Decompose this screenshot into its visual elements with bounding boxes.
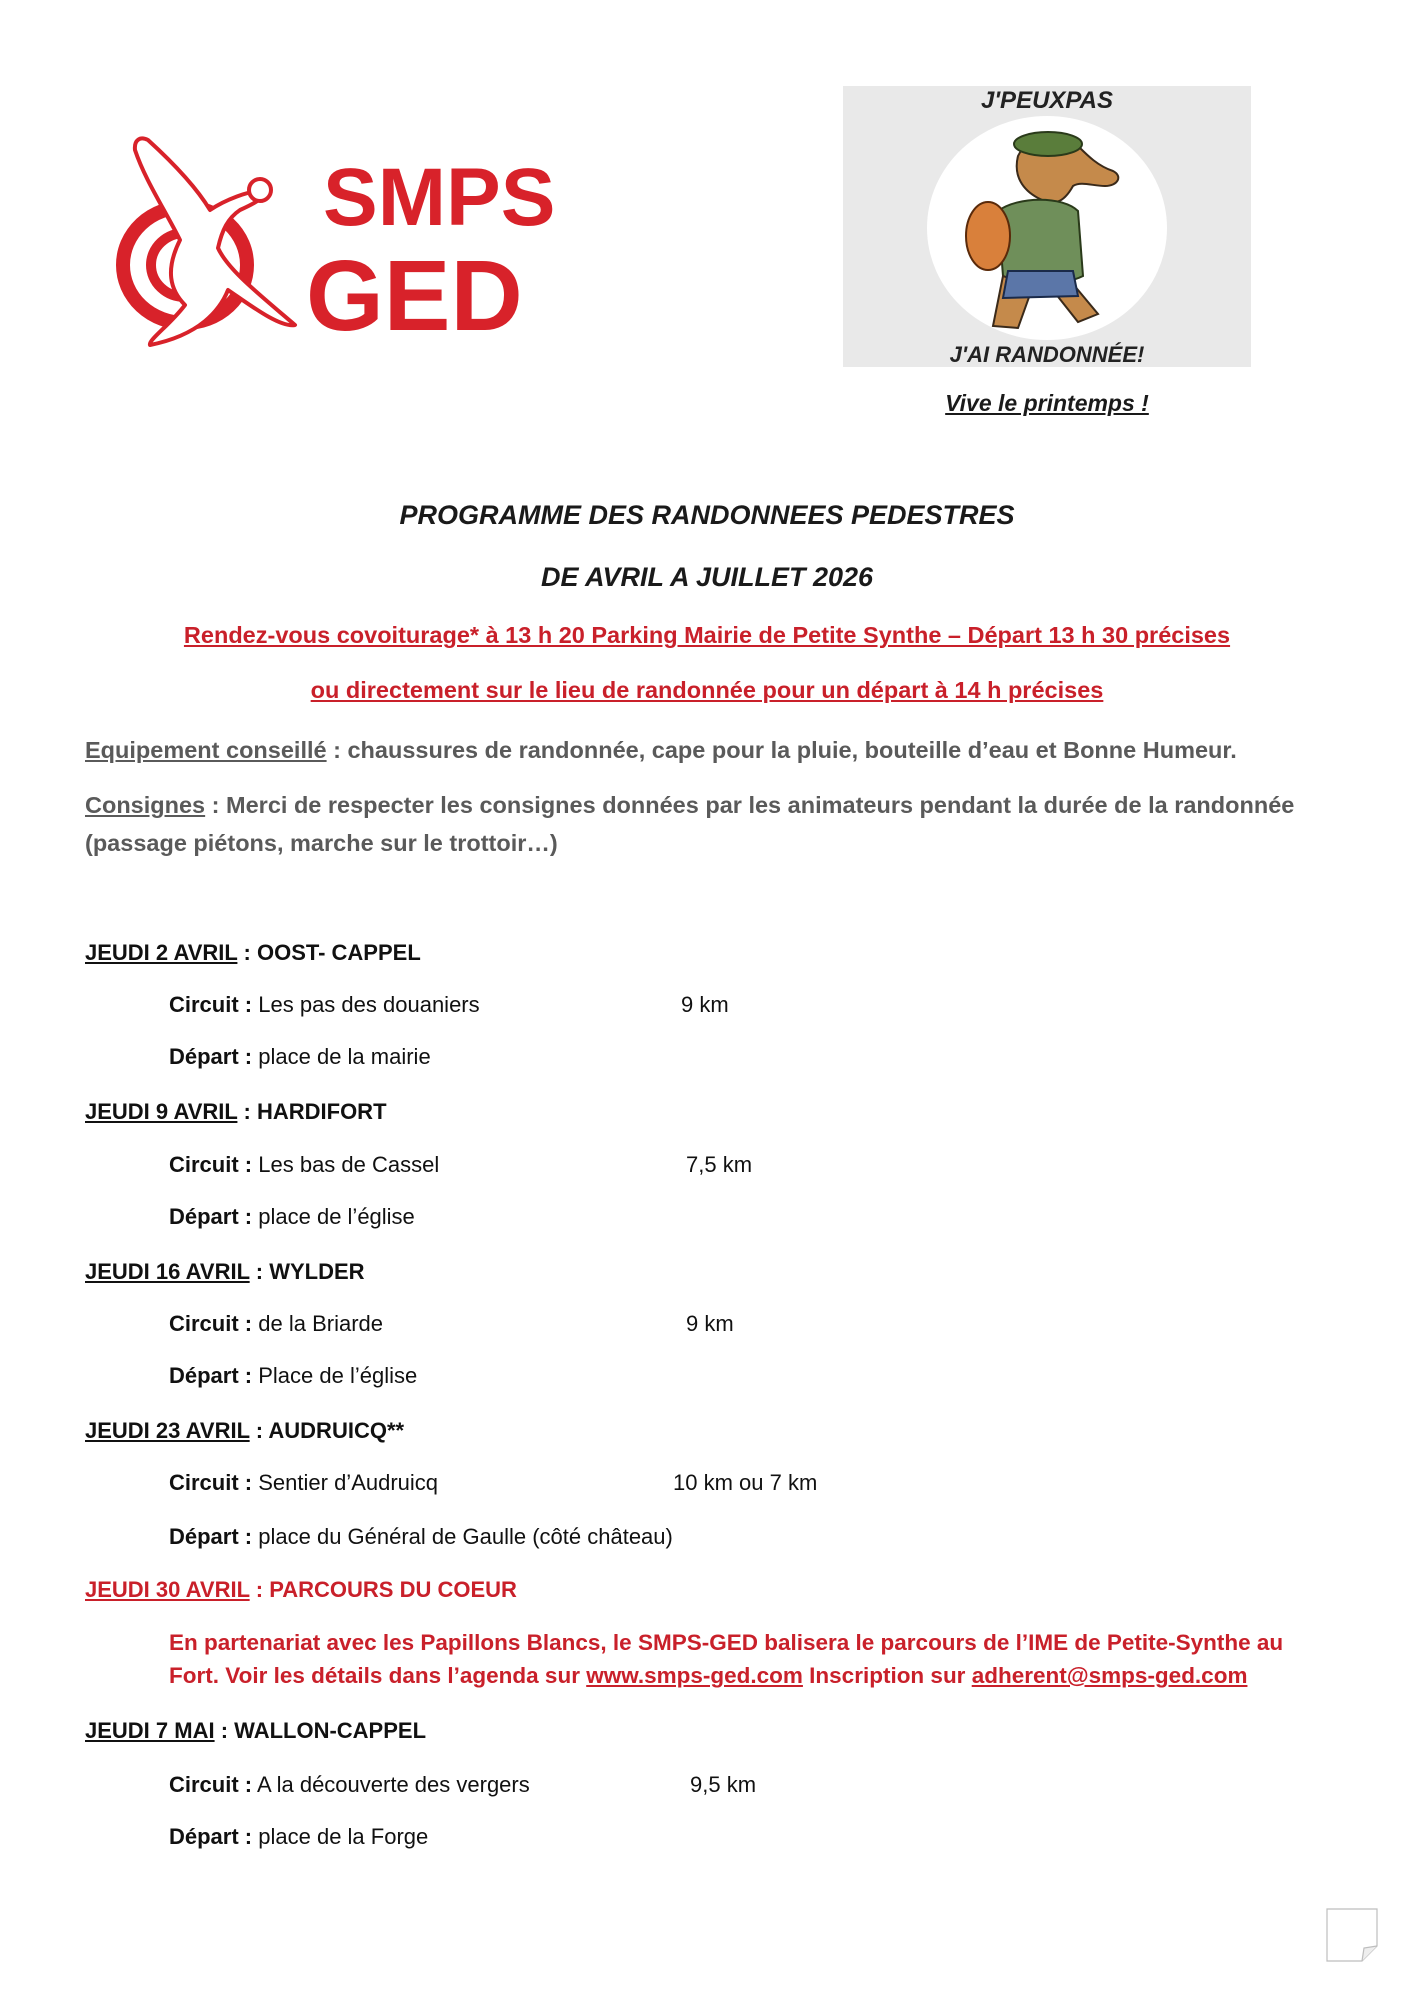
special-description (169, 1626, 1299, 1692)
depart-label: Départ : (169, 1204, 253, 1229)
title-line-2: DE AVRIL A JUILLET 2026 (540, 562, 874, 592)
meeting-line-1 (0, 622, 1414, 649)
circuit-name: Les pas des douaniers (258, 992, 480, 1017)
website-link[interactable]: www.smps-ged.com (586, 1663, 803, 1688)
equipment-text: : chaussures de randonnée, cape pour la pluie, bouteille d’eau et Bonne Humeur. (326, 737, 1237, 763)
hike-day (85, 1259, 365, 1285)
depart-place: place de la mairie (258, 1044, 431, 1069)
sticker-bottom-text: J'AI RANDONNÉE! (949, 342, 1145, 367)
instructions-text: : Merci de respecter les consignes données par les animateurs pendant la durée de la randonnée (passage piétons, marche sur le trottoir…) (85, 792, 1295, 856)
depart-label: Départ : (169, 1524, 253, 1549)
circuit-label: Circuit : (169, 992, 253, 1017)
instructions-label: Consignes (85, 792, 206, 818)
hike-depart (169, 1524, 673, 1550)
sticker-top-text: J'PEUXPAS (981, 87, 1113, 114)
hike-day (85, 940, 421, 966)
hike-distance: 10 km ou 7 km (673, 1470, 818, 1495)
hike-distance: 9 km (686, 1311, 734, 1336)
circuit-name: Sentier d’Audruicq (258, 1470, 439, 1495)
special-text-2: Inscription sur (802, 1663, 972, 1688)
hike-distance: 7,5 km (686, 1152, 753, 1177)
meeting-line-2-text: ou directement sur le lieu de randonnée pour un départ à 14 h précises (310, 677, 1104, 703)
depart-label: Départ : (169, 1363, 253, 1388)
hike-place: : AUDRUICQ** (249, 1418, 405, 1443)
hike-date: JEUDI 9 AVRIL (85, 1099, 238, 1124)
hike-day (85, 1718, 426, 1744)
circuit-label: Circuit : (169, 1470, 253, 1495)
hike-date: JEUDI 23 AVRIL (85, 1418, 250, 1443)
hike-day (85, 1418, 404, 1444)
circuit-name: Les bas de Cassel (258, 1152, 440, 1177)
special-place: : PARCOURS DU COEUR (249, 1577, 517, 1602)
meeting-line-2 (0, 677, 1414, 704)
hike-place: : WYLDER (249, 1259, 365, 1284)
page-curl-icon (1326, 1908, 1378, 1962)
special-date: JEUDI 30 AVRIL (85, 1577, 250, 1602)
title-line-1: PROGRAMME DES RANDONNEES PEDESTRES (399, 500, 1015, 530)
special-text-1: En partenariat avec les Papillons Blancs, le SMPS-GED balisera le parcours de l’IME de Petite-Synthe au Fort. Voir les détails dans l’agenda sur (169, 1630, 1284, 1688)
hike-depart (169, 1824, 428, 1850)
hike-depart (169, 1044, 431, 1070)
circuit-label: Circuit : (169, 1772, 253, 1797)
hike-circuit (169, 1470, 438, 1496)
hike-date: JEUDI 7 MAI (85, 1718, 215, 1743)
hiking-dog-sticker (843, 86, 1251, 367)
logo-text-ged: GED (306, 240, 523, 352)
circuit-name: A la découverte des vergers (257, 1772, 530, 1797)
hike-distance: 9,5 km (690, 1772, 757, 1797)
hike-day (85, 1099, 387, 1125)
depart-label: Départ : (169, 1044, 253, 1069)
hike-date: JEUDI 16 AVRIL (85, 1259, 250, 1284)
depart-place: place du Général de Gaulle (côté château) (258, 1524, 673, 1549)
email-link[interactable]: adherent@smps-ged.com (971, 1663, 1248, 1688)
instructions (85, 786, 1345, 862)
equipment (85, 731, 1345, 769)
equipment-label: Equipement conseillé (85, 737, 327, 763)
special-day (85, 1577, 517, 1603)
hike-place: : OOST- CAPPEL (237, 940, 421, 965)
hike-distance: 9 km (681, 992, 729, 1017)
hike-circuit (169, 1311, 383, 1337)
hike-circuit (169, 992, 480, 1018)
meeting-line-1-text: Rendez-vous covoiturage* à 13 h 20 Parking Mairie de Petite Synthe – Départ 13 h 30 précises (183, 622, 1231, 648)
depart-place: place de la Forge (258, 1824, 429, 1849)
depart-label: Départ : (169, 1824, 253, 1849)
circuit-label: Circuit : (169, 1311, 253, 1336)
circuit-label: Circuit : (169, 1152, 253, 1177)
hike-place: : HARDIFORT (237, 1099, 387, 1124)
depart-place: Place de l’église (258, 1363, 418, 1388)
circuit-name: de la Briarde (258, 1311, 383, 1336)
hike-circuit (169, 1772, 530, 1798)
hike-date: JEUDI 2 AVRIL (85, 940, 238, 965)
hike-depart (169, 1363, 417, 1389)
logo-text-smps: SMPS (323, 152, 556, 243)
hike-place: : WALLON-CAPPEL (214, 1718, 427, 1743)
smps-ged-logo (110, 130, 556, 360)
hike-circuit (169, 1152, 439, 1178)
hike-depart (169, 1204, 415, 1230)
caption: Vive le printemps ! (945, 390, 1149, 416)
depart-place: place de l’église (258, 1204, 415, 1229)
